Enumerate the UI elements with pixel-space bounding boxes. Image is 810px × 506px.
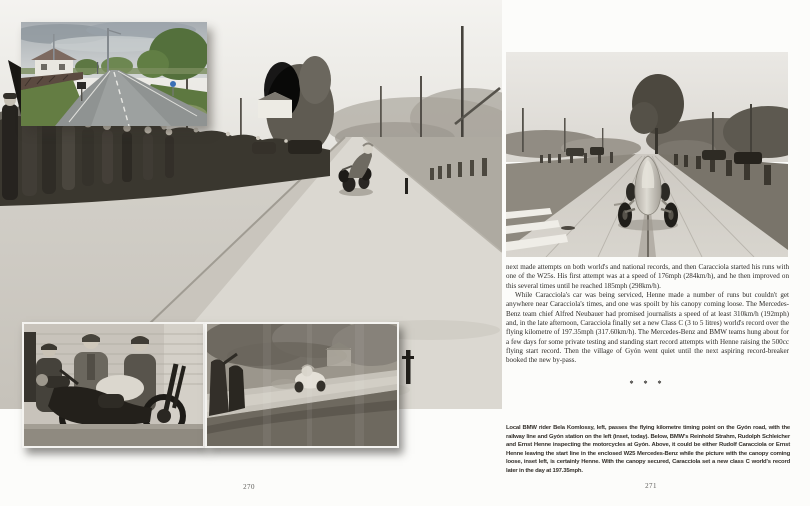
body-paragraph-2: While Caracciola's car was being serviced, Henne made a number of runs but couldn't get anywhere near Caracciola's times, and one was spoilt by his canopy coming loose. The Mercedes-Benz team chief Alfred Neubauer had promised journalists a speed of at least 310km/h (192mph) and, in the late afternoon, Caracciola finally set a new Class C (3 to 5 litres) world's record over the flying kilometre of 197.35mph (317.60km/h). The Mercedes-Benz and BMW teams hung about for a few days for some private testing and standing start record attempts with Henne raising the 500cc flying start record. Then the village of Gyón went quiet until the next aspiring record-breaker booked the new by-pass.	[506, 291, 789, 365]
photo-caption: Local BMW rider Bela Komlossy, left, passes the flying kilometre timing point on the Gyón road, with the railway line and Gyón station on the left (inset, today). Below, BMW's Reinhold Strahm, Rudolph Schleicher and Ernst Henne inspecting the motorcycles at Gyón. Above, it could be either Rudolf Caracciola or Ernst Henne leaving the start line in the enclosed W25 Mercedes-Benz while the picture with the canopy coming loose, inset left, is certainly Henne. With the canopy secured, Caracciola set a new class C world's record later in the day at 197.35mph.	[506, 425, 790, 474]
body-text-column	[506, 263, 789, 388]
right-photo-w25-start-line	[506, 52, 788, 257]
section-divider-asterisks: * * *	[629, 378, 666, 388]
body-paragraph-1: next made attempts on both world's and national records, and then Caracciola started his runs with one of the W25s. His first attempt was at a speed of 176mph (284km/h), and he then improved on this several times until he reached 185mph (298km/h).	[506, 263, 789, 290]
page-number-left: 270	[243, 483, 255, 491]
inset-photo-canopy-loose	[205, 322, 399, 448]
inset-photo-road-today	[21, 22, 207, 126]
page-number-right: 271	[645, 482, 657, 490]
inset-photo-bmw-mechanics	[22, 322, 205, 448]
